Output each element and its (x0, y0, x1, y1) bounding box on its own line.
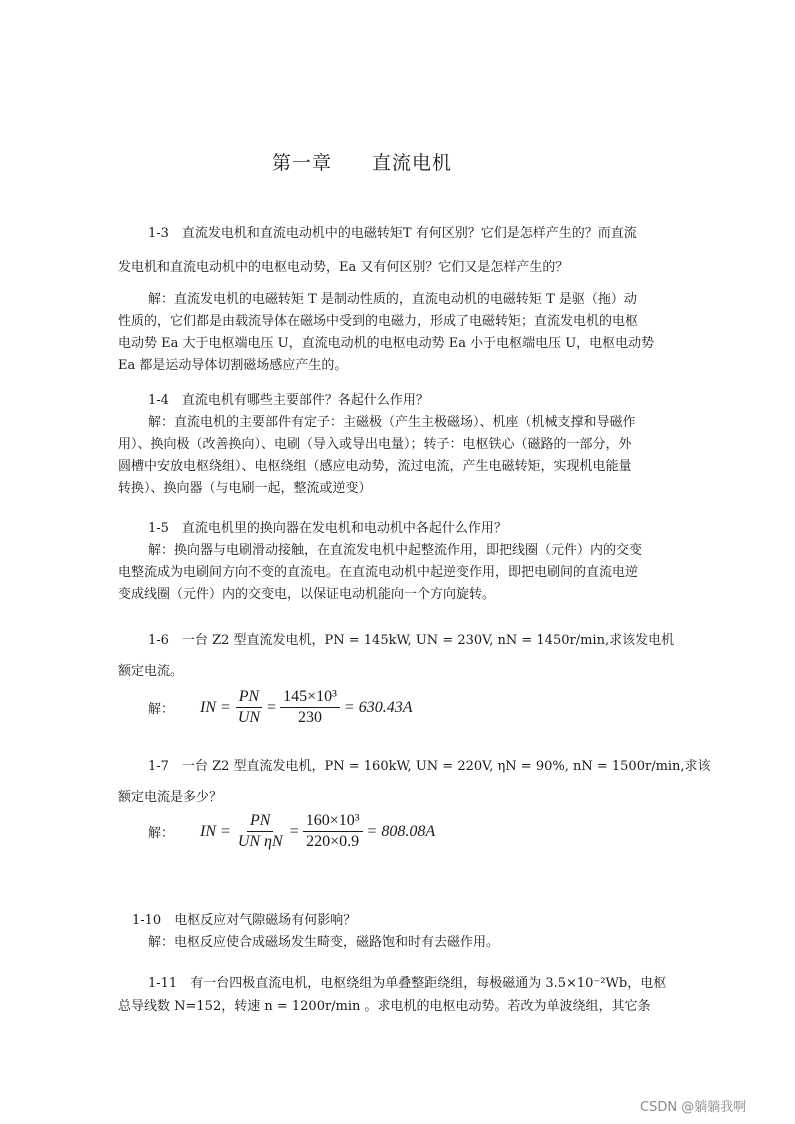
answer-text: 解：换向器与电刷滑动接触，在直流发电机中起整流作用，即把线圈（元件）内的交变 (148, 543, 643, 558)
question-text: 1-11 有一台四极直流电机，电枢绕组为单叠整距绕组，每极磁通为 3.5×10⁻²Wb，电枢 (148, 976, 667, 991)
numerator: 160×10³ (303, 812, 363, 832)
page-title: 第一章 直流电机 (272, 152, 453, 174)
fraction (235, 812, 286, 851)
answer-text: Ea 都是运动导体切割磁场感应产生的。 (118, 358, 348, 373)
answer-text: 用）、换向极（改善换向）、电刷（导入或导出电量）；转子：电枢铁心（磁路的一部分，外 (118, 437, 632, 452)
answer-text: 圆槽中安放电枢绕组）、电枢绕组（感应电动势，流过电流，产生电磁转矩，实现机电能量 (118, 459, 632, 474)
denominator: 230 (297, 709, 322, 726)
numerator: PN (247, 812, 273, 832)
answer-text: 解：电枢反应使合成磁场发生畸变，磁路饱和时有去磁作用。 (148, 935, 500, 950)
numerator: 145×10³ (280, 688, 340, 708)
formula-label: 解： (148, 826, 175, 841)
question-text: 1-10 电枢反应对气隙磁场有何影响？ (132, 913, 357, 928)
question-text: 额定电流。 (118, 664, 184, 679)
answer-text: 电动势 Ea 大于电枢端电压 U，直流电动机的电枢电动势 Ea 小于电枢端电压 U，电枢电动势 (118, 336, 655, 351)
fraction (303, 812, 363, 851)
question-text: 总导线数 N=152，转速 n = 1200r/min 。求电机的电枢电动势。若改为单波绕组，其它条 (118, 999, 651, 1014)
denominator: UN (237, 709, 261, 726)
question-text: 1-6 一台 Z2 型直流发电机，PN = 145kW, UN = 230V, nN = 1450r/min,求该发电机 (148, 633, 675, 648)
fraction (280, 688, 340, 727)
question-text: 1-5 直流电机里的换向器在发电机和电动机中各起什么作用？ (148, 521, 507, 536)
equals-sign: = (289, 822, 299, 840)
formula-label: 解： (148, 702, 175, 717)
answer-text: 性质的，它们都是由载流导体在磁场中受到的电磁力，形成了电磁转矩；直流发电机的电枢 (118, 314, 639, 329)
formula-lhs: IN = (200, 822, 231, 840)
question-text: 额定电流是多少？ (118, 790, 223, 805)
answer-text: 解：直流发电机的电磁转矩 T 是制动性质的，直流电动机的电磁转矩 T 是驱（拖）动 (148, 292, 637, 307)
formula-result: = 808.08A (366, 822, 436, 840)
question-text: 1-4 直流电机有哪些主要部件？各起什么作用？ (148, 393, 429, 408)
answer-text: 电整流成为电刷间方向不变的直流电。在直流电动机中起逆变作用，即把电刷间的直流电逆 (118, 565, 639, 580)
formula-result: = 630.43A (343, 698, 413, 716)
formula-lhs: IN = (200, 698, 231, 716)
question-text: 1-7 一台 Z2 型直流发电机，PN = 160kW, UN = 220V, ηN = 90%, nN = 1500r/min,求该 (148, 759, 711, 774)
question-text: 1-3 直流发电机和直流电动机中的电磁转矩T 有何区别？它们是怎样产生的？而直流 (148, 226, 637, 241)
denominator: 220×0.9 (306, 833, 360, 850)
watermark: CSDN @躺躺我啊 (640, 1100, 747, 1115)
question-text: 发电机和直流电动机中的电枢电动势，Ea 又有何区别？它们又是怎样产生的？ (118, 260, 569, 275)
numerator: PN (236, 688, 262, 708)
fraction (235, 688, 263, 727)
equals-sign: = (267, 698, 277, 716)
answer-text: 解：直流电机的主要部件有定子：主磁极（产生主极磁场）、机座（机械支撑和导磁作 (148, 415, 636, 430)
formula (148, 812, 435, 851)
answer-text: 转换）、换向器（与电刷一起，整流或逆变） (118, 481, 372, 496)
denominator: UN ηN (237, 833, 283, 850)
answer-text: 变成线圈（元件）内的交变电，以保证电动机能向一个方向旋转。 (118, 587, 496, 602)
formula (148, 688, 412, 727)
